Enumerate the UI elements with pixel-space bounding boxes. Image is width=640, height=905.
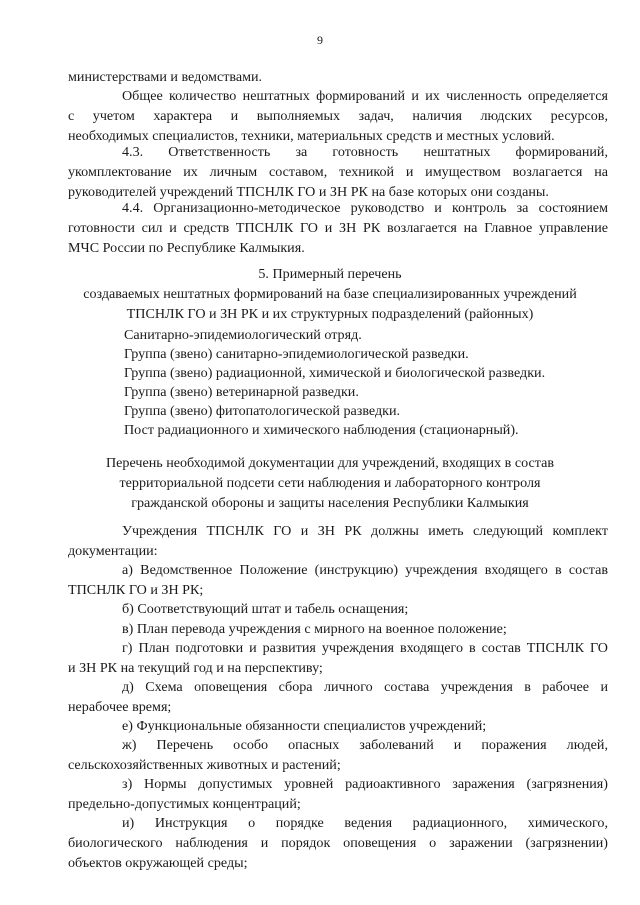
- doc-item-zh: ж) Перечень особо опасных заболеваний и поражения людей, сельскохозяйственных животных и растений;: [68, 737, 608, 773]
- doc-item-d: д) Схема оповещения сбора личного состава учреждения в рабочее и нерабочее время;: [68, 679, 608, 715]
- section-5-heading: 5. Примерный перечень создаваемых нештатных формирований на базе специализированных учреждений ТПСНЛК ГО и ЗН РК и их структурных подразделений (районных): [83, 266, 577, 322]
- paragraph-4-3: 4.3. Ответственность за готовность нештатных формирований, укомплектование их личным составом, техникой и имуществом возлагается на руководителей учреждений ТПСНЛК ГО и ЗН РК на базе которых они созданы.: [68, 144, 608, 200]
- page-number: 9: [317, 33, 323, 47]
- list-item: Группа (звено) радиационной, химической и биологической разведки.: [124, 365, 546, 381]
- paragraph-intro: Учреждения ТПСНЛК ГО и ЗН РК должны иметь следующий комплект документации:: [68, 523, 608, 559]
- list-item: Группа (звено) ветеринарной разведки.: [124, 384, 359, 400]
- doc-item-v: в) План перевода учреждения с мирного на военное положение;: [122, 621, 507, 637]
- list-item: Группа (звено) санитарно-эпидемиологической разведки.: [124, 346, 469, 362]
- doc-item-a: а) Ведомственное Положение (инструкцию) учреждения входящего в состав ТПСНЛК ГО и ЗН РК;: [68, 562, 608, 598]
- paragraph-ministries: министерствами и ведомствами.: [68, 69, 263, 85]
- doc-item-e: е) Функциональные обязанности специалистов учреждений;: [122, 718, 487, 734]
- paragraph-4-4: 4.4. Организационно-методическое руководство и контроль за состоянием готовности сил и средств ТПСНЛК ГО и ЗН РК возлагается на Главное управление МЧС России по Республике Калмыкия.: [68, 200, 608, 256]
- doc-item-g: г) План подготовки и развития учреждения входящего в состав ТПСНЛК ГО и ЗН РК на текущий год и на перспективу;: [68, 640, 608, 676]
- paragraph-count: Общее количество нештатных формирований и их численность определяется с учетом характера и выполняемых задач, наличия людских ресурсов, необходимых специалистов, техники, материальных средств и местных условий.: [68, 88, 608, 144]
- documentation-heading: Перечень необходимой документации для учреждений, входящих в состав территориальной подсети сети наблюдения и лабораторного контроля гражданской обороны и защиты населения Республики Калмыкия: [105, 455, 554, 511]
- doc-item-b: б) Соответствующий штат и табель оснащения;: [122, 601, 409, 617]
- doc-item-z: з) Нормы допустимых уровней радиоактивного заражения (загрязнения) предельно-допустимых концентраций;: [68, 776, 608, 812]
- doc-item-i: и) Инструкция о порядке ведения радиационного, химического, биологического наблюдения и порядок оповещения о заражении (загрязнении) объектов окружающей среды;: [68, 815, 608, 871]
- list-item: Пост радиационного и химического наблюдения (стационарный).: [124, 422, 519, 438]
- list-item: Группа (звено) фитопатологической разведки.: [124, 403, 401, 419]
- list-item: Санитарно-эпидемиологический отряд.: [124, 327, 362, 343]
